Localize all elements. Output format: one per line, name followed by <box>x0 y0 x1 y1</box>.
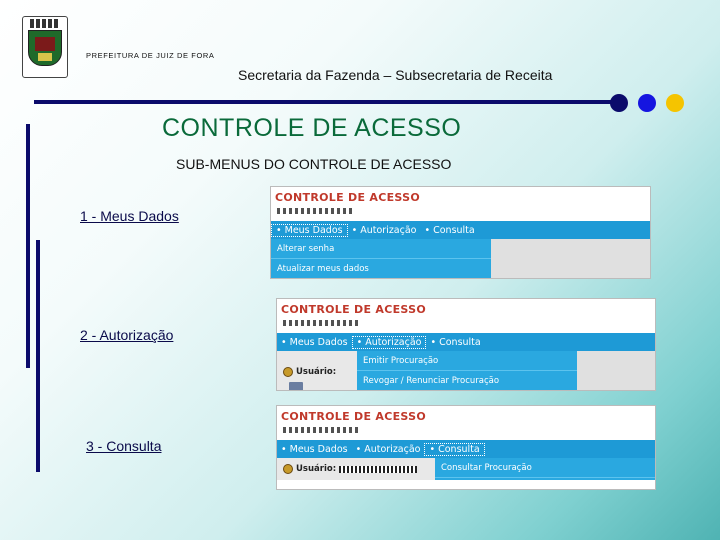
submenu-meus-dados <box>271 239 491 279</box>
menu-bar <box>277 333 655 351</box>
submenu-consulta <box>435 458 655 480</box>
org-name: PREFEITURA DE JUIZ DE FORA <box>86 51 215 60</box>
app-subtitle-pixels <box>277 208 355 214</box>
department-name: Secretaria da Fazenda – Subsecretaria de Receita <box>238 67 553 83</box>
left-accent-bar-2 <box>36 240 40 472</box>
content-area <box>491 239 650 279</box>
user-label: Usuário: <box>296 366 337 377</box>
menu-meus-dados[interactable]: • Meus Dados <box>281 336 348 348</box>
content-area <box>577 351 655 391</box>
submenu-consultar-procuracao[interactable]: Consultar Procuração <box>435 458 655 478</box>
menu-meus-dados[interactable]: • Meus Dados <box>271 224 348 237</box>
blue-dot <box>638 94 656 112</box>
menu-consulta[interactable]: • Consulta <box>424 224 475 236</box>
crest-shield <box>28 30 62 66</box>
menu-bar <box>271 221 650 239</box>
left-accent-bar <box>26 124 30 368</box>
app-title: CONTROLE DE ACESSO <box>281 410 426 423</box>
app-title: CONTROLE DE ACESSO <box>275 191 420 204</box>
submenu-alterar-senha[interactable]: Alterar senha <box>271 239 491 259</box>
user-field <box>277 458 435 480</box>
screenshot-meus-dados <box>270 186 651 279</box>
menu-autorizacao[interactable]: • Autorização <box>352 336 427 349</box>
user-icon <box>283 464 293 474</box>
menu-meus-dados[interactable]: • Meus Dados <box>281 443 348 455</box>
app-subtitle-pixels <box>283 320 361 326</box>
screenshot-autorizacao <box>276 298 656 391</box>
slide-title: CONTROLE DE ACESSO <box>162 114 462 142</box>
submenu-emitir-procuracao[interactable]: Emitir Procuração <box>357 351 577 371</box>
masked-user-id <box>339 466 417 473</box>
yellow-dot <box>666 94 684 112</box>
submenu-atualizar-dados[interactable]: Atualizar meus dados <box>271 259 491 279</box>
link-autorizacao[interactable]: 2 - Autorização <box>80 327 174 343</box>
user-icon <box>283 367 293 377</box>
menu-bar <box>277 440 655 458</box>
crest-crown <box>30 19 60 28</box>
header-divider <box>34 100 616 104</box>
slide-subtitle: SUB-MENUS DO CONTROLE DE ACESSO <box>176 156 452 172</box>
app-subtitle-pixels <box>283 427 361 433</box>
navy-dot <box>610 94 628 112</box>
user-label: Usuário: <box>296 464 337 474</box>
submenu-autorizacao <box>357 351 577 391</box>
link-meus-dados[interactable]: 1 - Meus Dados <box>80 208 179 224</box>
app-title: CONTROLE DE ACESSO <box>281 303 426 316</box>
menu-autorizacao[interactable]: • Autorização <box>351 224 417 236</box>
menu-consulta[interactable]: • Consulta <box>424 443 484 456</box>
submenu-revogar-procuracao[interactable]: Revogar / Renunciar Procuração <box>357 371 577 391</box>
computer-icon <box>289 382 303 391</box>
menu-consulta[interactable]: • Consulta <box>430 336 481 348</box>
screenshot-consulta <box>276 405 656 490</box>
link-consulta[interactable]: 3 - Consulta <box>86 438 162 454</box>
city-crest-logo <box>22 16 68 78</box>
menu-autorizacao[interactable]: • Autorização <box>355 443 421 455</box>
